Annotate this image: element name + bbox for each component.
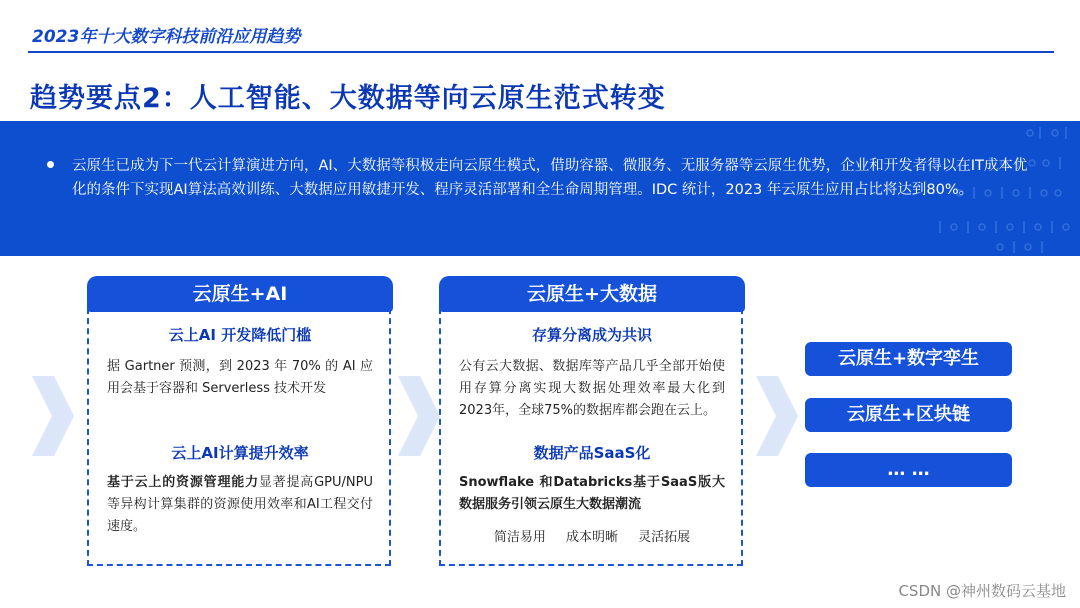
card-paragraph: 公有云大数据、数据库等产品几乎全部开始使用存算分离实现大数据处理效率最大化到2023年，全球75%的数据库都会跑在云上。 bbox=[459, 359, 725, 418]
feature-tag: 灵活拓展 bbox=[638, 530, 691, 545]
watermark: CSDN @神州数码云基地 bbox=[898, 582, 1066, 600]
header-divider bbox=[28, 51, 1054, 53]
card-subheading: 云上AI 开发降低门槛 bbox=[168, 326, 312, 344]
bullet-dot bbox=[47, 161, 54, 168]
card-subheading: 存算分离成为共识 bbox=[531, 326, 652, 344]
chevron-right-icon bbox=[28, 376, 76, 456]
deck-title: 2023年十大数字科技前沿应用趋势 bbox=[32, 27, 301, 47]
emphasis-text: 基于云上的资源管理能力 bbox=[107, 475, 259, 490]
card-title: 云原生+大数据 bbox=[439, 276, 745, 312]
feature-tag: 简洁易用 bbox=[493, 530, 546, 545]
pill-blockchain: 云原生+区块链 bbox=[805, 398, 1012, 432]
card-paragraph: Snowflake 和Databricks基于SaaS版大数据服务引领云原生大数据潮流 bbox=[459, 475, 725, 512]
card-title: 云原生+AI bbox=[87, 276, 393, 312]
slide-title: 趋势要点2：人工智能、大数据等向云原生范式转变 bbox=[30, 83, 666, 114]
pill-digital-twin: 云原生+数字孪生 bbox=[805, 342, 1012, 376]
body-text: 显著提高GPU/NPU等异构计算集群的资源使用效率和AI工程交付速度。 bbox=[107, 475, 373, 534]
card-paragraph bbox=[107, 472, 373, 538]
feature-tag: 成本明晰 bbox=[565, 530, 618, 545]
card-subheading: 数据产品SaaS化 bbox=[533, 444, 651, 462]
feature-tags bbox=[439, 526, 745, 545]
chevron-right-icon bbox=[752, 376, 800, 456]
card-cloud-native-ai bbox=[87, 276, 393, 568]
chevron-right-icon bbox=[394, 376, 442, 456]
card-paragraph: 据 Gartner 预测，到 2023 年 70% 的 AI 应用会基于容器和 Serverless 技术开发 bbox=[107, 359, 373, 396]
card-cloud-native-big-data bbox=[439, 276, 745, 568]
card-subheading: 云上AI计算提升效率 bbox=[171, 444, 309, 462]
pill-more: … … bbox=[805, 453, 1012, 487]
summary-banner bbox=[0, 121, 1080, 256]
summary-text: 云原生已成为下一代云计算演进方向，AI、大数据等积极走向云原生模式，借助容器、微服务、无服务器等云原生优势，企业和开发者得以在IT成本优化的条件下实现AI算法高效训练、大数据应用敏捷开发、程序灵活部署和全生命周期管理。IDC 统计，2023 年云原生应用占比将达到80%。 bbox=[72, 158, 1028, 198]
